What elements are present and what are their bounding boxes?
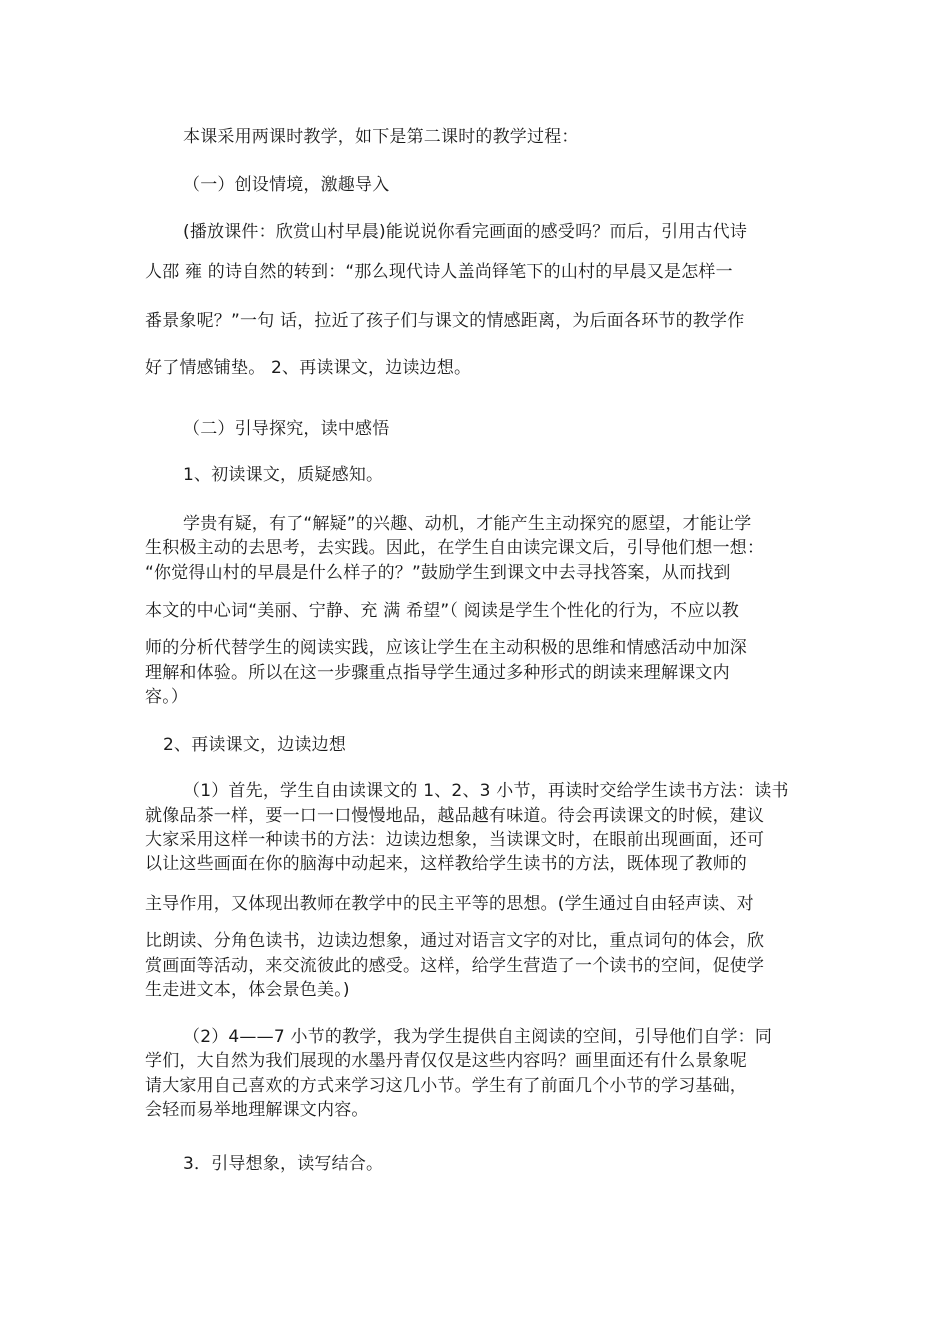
section-2-heading: （二）引导探究，读中感悟 xyxy=(183,419,390,439)
item-2-para-1-line-5: 主导作用，又体现出教师在教学中的民主平等的思想。(学生通过自由轻声读、对 xyxy=(145,894,754,914)
item-2-title: 2、再读课文，边读边想 xyxy=(163,735,347,755)
section-1-line-3: 番景象呢？”一句 话，拉近了孩子们与课文的情感距离，为后面各环节的教学作 xyxy=(145,311,745,331)
section-1-heading: （一）创设情境，激趣导入 xyxy=(183,175,390,195)
item-1-title: 1、初读课文，质疑感知。 xyxy=(183,465,384,485)
section-1-line-4: 好了情感铺垫。 2、再读课文，边读边想。 xyxy=(145,358,472,378)
item-1-line-7: 容。） xyxy=(145,687,189,707)
item-1-line-1: 学贵有疑，有了“解疑”的兴趣、动机，才能产生主动探究的愿望，才能让学 xyxy=(183,514,752,534)
section-1-line-1: (播放课件：欣赏山村早晨)能说说你看完画面的感受吗？而后，引用古代诗 xyxy=(183,222,748,242)
item-1-line-5: 师的分析代替学生的阅读实践，应该让学生在主动积极的思维和情感活动中加深 xyxy=(145,638,747,658)
item-2-para-1-line-4: 以让这些画面在你的脑海中动起来，这样教给学生读书的方法，既体现了教师的 xyxy=(145,854,747,874)
item-3-title: 3．引导想象，读写结合。 xyxy=(183,1154,384,1174)
item-2-para-1-line-8: 生走进文本，体会景色美。) xyxy=(145,980,350,1000)
item-2-para-1-line-3: 大家采用这样一种读书的方法：边读边想象，当读课文时，在眼前出现画面，还可 xyxy=(145,830,765,850)
item-2-para-2-line-1: （2）4——7 小节的教学，我为学生提供自主阅读的空间，引导他们自学：同 xyxy=(183,1027,773,1047)
item-2-para-2-line-4: 会轻而易举地理解课文内容。 xyxy=(145,1100,369,1120)
intro-line: 本课采用两课时教学，如下是第二课时的教学过程： xyxy=(183,127,579,147)
section-1-line-2: 人邵 雍 的诗自然的转到：“那么现代诗人盖尚铎笔下的山村的早晨又是怎样一 xyxy=(145,262,733,282)
item-1-line-4: 本文的中心词“美丽、宁静、充 满 希望”（ 阅读是学生个性化的行为，不应以教 xyxy=(145,601,739,621)
item-1-line-2: 生积极主动的去思考，去实践。因此，在学生自由读完课文后，引导他们想一想： xyxy=(145,538,765,558)
item-2-para-1-line-7: 赏画面等活动，来交流彼此的感受。这样，给学生营造了一个读书的空间，促使学 xyxy=(145,956,765,976)
item-2-para-1-line-6: 比朗读、分角色读书，边读边想象，通过对语言文字的对比，重点词句的体会，欣 xyxy=(145,931,765,951)
item-1-line-6: 理解和体验。所以在这一步骤重点指导学生通过多种形式的朗读来理解课文内 xyxy=(145,663,730,683)
item-2-para-2-line-2: 学们，大自然为我们展现的水墨丹青仅仅是这些内容吗？画里面还有什么景象呢 xyxy=(145,1051,747,1071)
item-2-para-1-line-2: 就像品茶一样，要一口一口慢慢地品，越品越有味道。待会再读课文的时候，建议 xyxy=(145,806,765,826)
item-2-para-2-line-3: 请大家用自己喜欢的方式来学习这几小节。学生有了前面几个小节的学习基础， xyxy=(145,1076,747,1096)
item-1-line-3: “你觉得山村的早晨是什么样子的？”鼓励学生到课文中去寻找答案，从而找到 xyxy=(145,563,731,583)
item-2-para-1-line-1: （1）首先，学生自由读课文的 1、2、3 小节，再读时交给学生读书方法：读书 xyxy=(183,781,789,801)
